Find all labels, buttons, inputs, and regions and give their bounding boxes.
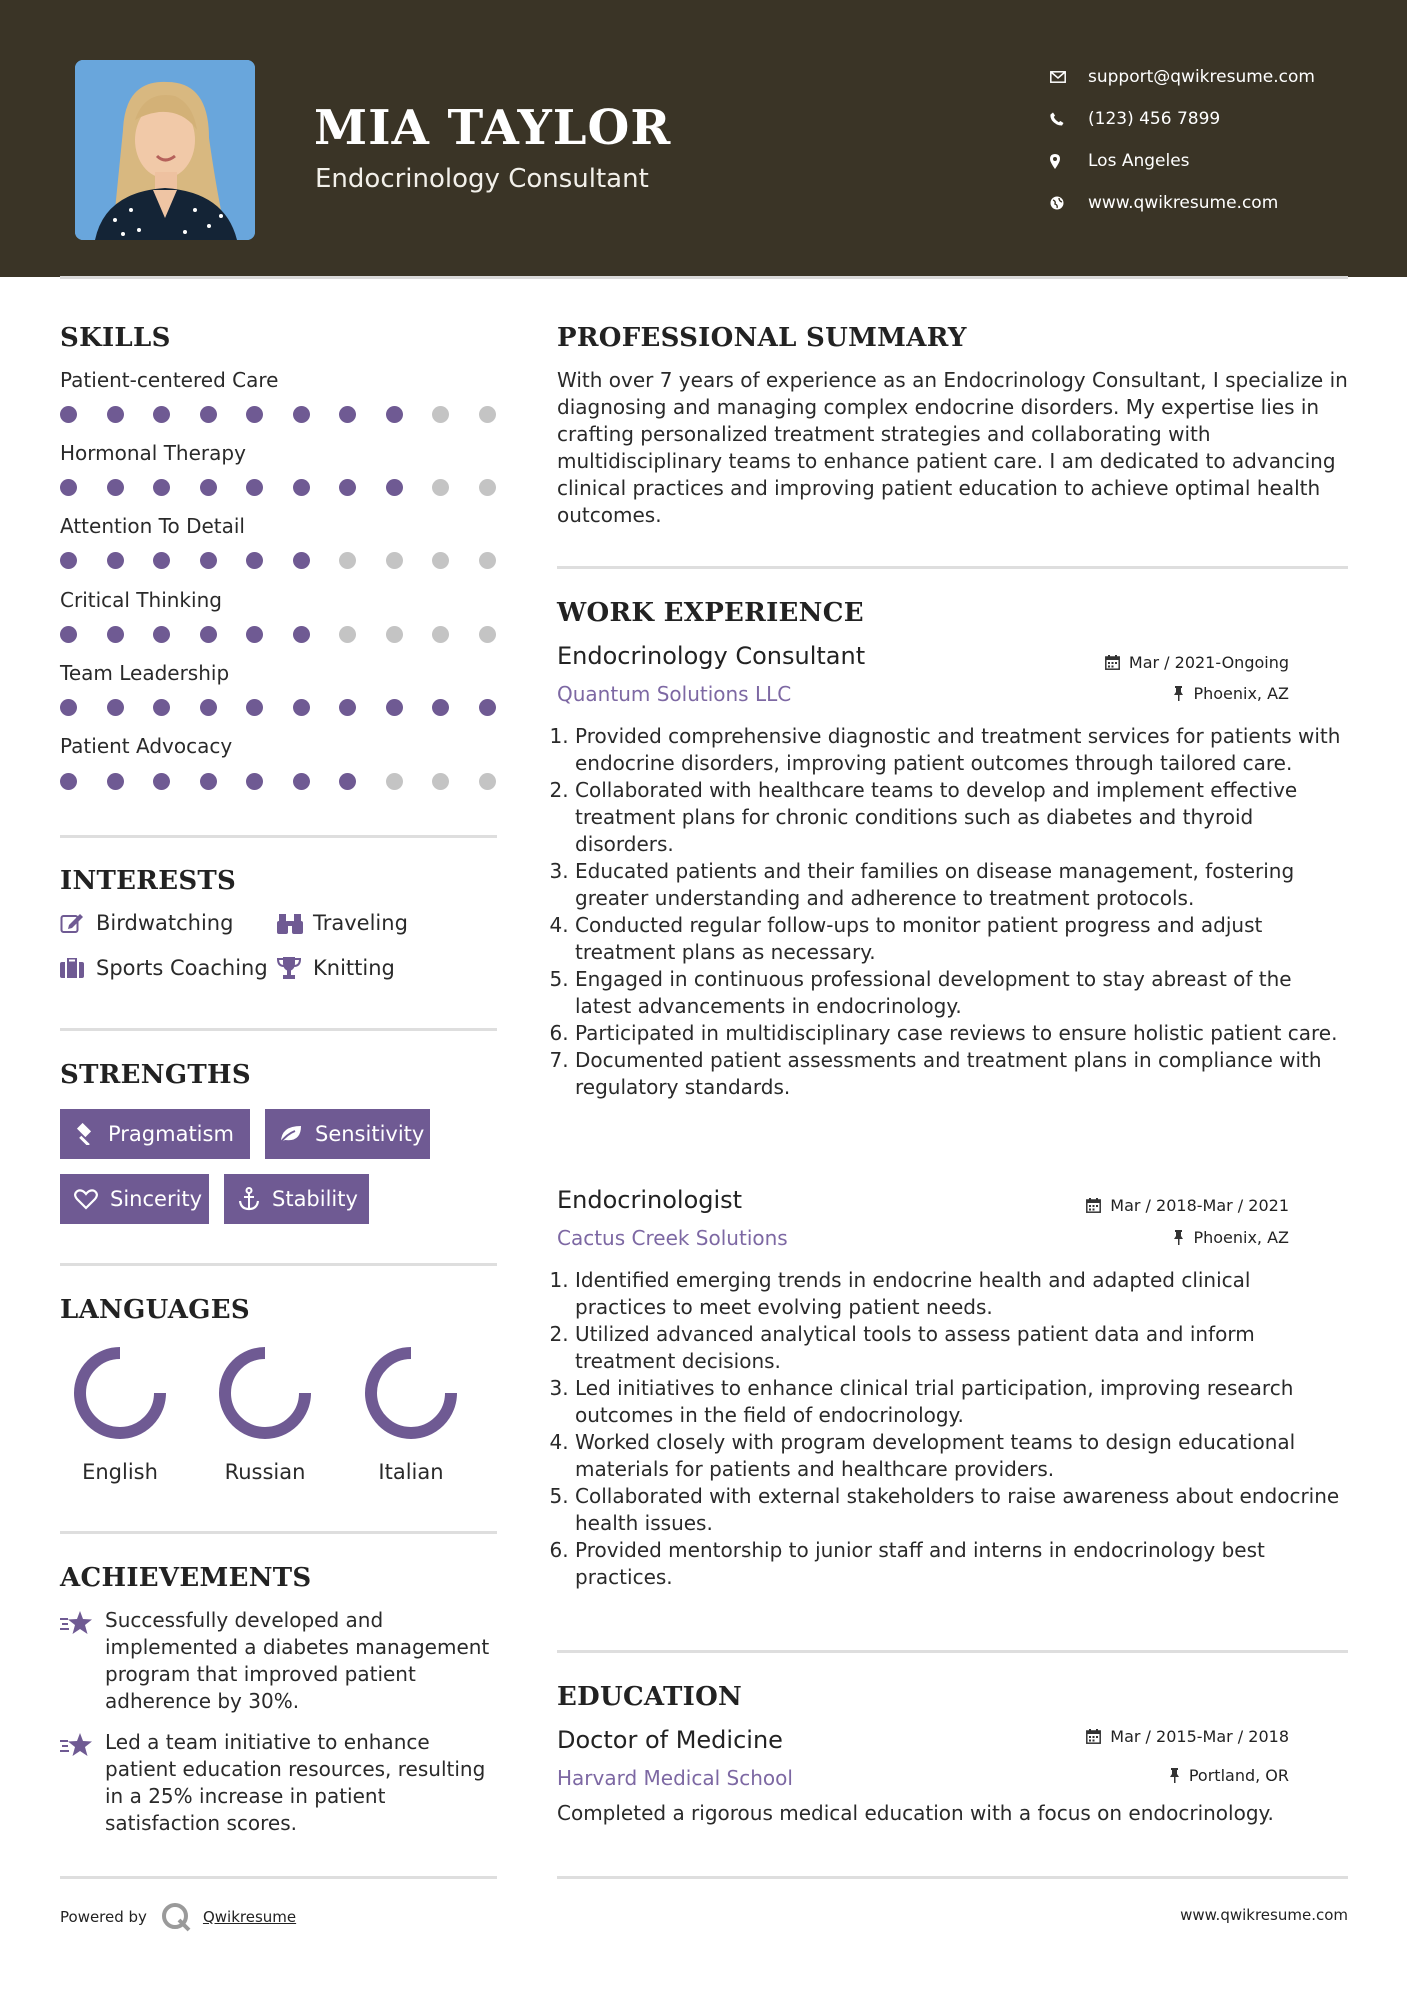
language-gauge [73, 1346, 167, 1440]
interest-label: Birdwatching [96, 911, 234, 935]
section-divider [60, 1028, 497, 1031]
skill-dot-filled [153, 773, 170, 790]
skill-dot-filled [432, 699, 449, 716]
skill-dot-filled [246, 699, 263, 716]
education-dates-text: Mar / 2015-Mar / 2018 [1110, 1727, 1289, 1746]
suitcase-icon [60, 958, 96, 978]
job-location [1173, 684, 1289, 703]
skill-dot-filled [153, 552, 170, 569]
skill-dot-filled [479, 699, 496, 716]
skill-dot-empty [432, 479, 449, 496]
skill-dot-filled [200, 773, 217, 790]
contact-phone[interactable] [1050, 98, 1380, 140]
summary-heading: PROFESSIONAL SUMMARY [557, 323, 967, 353]
job-dates-text: Mar / 2018-Mar / 2021 [1110, 1196, 1289, 1215]
language-gauge [218, 1346, 312, 1440]
pushpin-icon [1173, 686, 1184, 701]
binoculars-icon [277, 912, 313, 934]
contact-website[interactable] [1050, 182, 1380, 224]
contact-email-text: support@qwikresume.com [1088, 67, 1315, 87]
gavel-icon [74, 1123, 96, 1145]
star-badge-icon [60, 1607, 105, 1715]
skill-name: Patient Advocacy [60, 734, 233, 758]
skill-dot-filled [200, 552, 217, 569]
candidate-name: MIA TAYLOR [314, 100, 672, 156]
strength-label: Sensitivity [315, 1122, 425, 1146]
skill-dot-empty [339, 626, 356, 643]
skill-dot-filled [246, 773, 263, 790]
job-duties [557, 1267, 1348, 1591]
strength-label: Pragmatism [108, 1122, 234, 1146]
job-title: Endocrinologist [557, 1186, 743, 1214]
skills-heading: SKILLS [60, 323, 171, 353]
calendar-icon [1086, 1729, 1101, 1744]
interest-item [277, 911, 408, 935]
skill-dot-empty [432, 406, 449, 423]
pushpin-icon [1173, 1230, 1184, 1245]
calendar-icon [1086, 1198, 1101, 1213]
company-name: Quantum Solutions LLC [557, 682, 792, 706]
skill-dot-filled [153, 699, 170, 716]
skill-dot-filled [107, 699, 124, 716]
skill-dot-filled [153, 479, 170, 496]
skill-dot-empty [432, 773, 449, 790]
job-dates-text: Mar / 2021-Ongoing [1128, 653, 1289, 672]
phone-icon [1050, 112, 1088, 126]
duty-item: 4. Worked closely with program development teams to design educational materials for patients and healthcare providers. [575, 1429, 1348, 1483]
profile-photo [75, 60, 255, 240]
resume-header [0, 0, 1407, 277]
interest-item [60, 911, 233, 935]
experience-heading: WORK EXPERIENCE [557, 598, 864, 628]
skill-dot-filled [107, 552, 124, 569]
strength-label: Sincerity [110, 1187, 203, 1211]
company-name: Cactus Creek Solutions [557, 1226, 788, 1250]
interest-label: Sports Coaching [96, 956, 268, 980]
skill-dot-filled [293, 773, 310, 790]
job-dates [1086, 1196, 1289, 1215]
duty-item: 2. Collaborated with healthcare teams to develop and implement effective treatment plans for chronic conditions such as diabetes and thyroid disorders. [575, 777, 1348, 858]
skill-dot-filled [386, 406, 403, 423]
job-location-text: Phoenix, AZ [1193, 1228, 1289, 1247]
skill-dot-filled [107, 406, 124, 423]
skill-name: Attention To Detail [60, 514, 245, 538]
duty-item: 5. Collaborated with external stakeholders to raise awareness about endocrine health issues. [575, 1483, 1348, 1537]
duty-item: 1. Identified emerging trends in endocrine health and adapted clinical practices to meet evolving patient needs. [575, 1267, 1348, 1321]
school-name: Harvard Medical School [557, 1766, 793, 1790]
duty-item: 1. Provided comprehensive diagnostic and treatment services for patients with endocrine disorders, improving patient outcomes through tailored care. [575, 723, 1348, 777]
skill-dot-empty [432, 626, 449, 643]
skill-name: Critical Thinking [60, 588, 222, 612]
language-level-arc [225, 1353, 305, 1433]
section-divider [557, 566, 1348, 569]
trophy-icon [277, 957, 313, 979]
section-divider [557, 1650, 1348, 1653]
achievement-text: Led a team initiative to enhance patient education resources, resulting in a 25% increase in patient satisfaction scores. [105, 1730, 486, 1835]
duty-item: 6. Provided mentorship to junior staff and interns in endocrinology best practices. [575, 1537, 1348, 1591]
language-label: English [82, 1460, 158, 1484]
strength-tag [224, 1174, 369, 1224]
strength-label: Stability [272, 1187, 358, 1211]
duty-item: 6. Participated in multidisciplinary case reviews to ensure holistic patient care. [575, 1020, 1348, 1047]
achievement-item [60, 1607, 497, 1715]
duty-item: 5. Engaged in continuous professional development to stay abreast of the latest advancements in endocrinology. [575, 966, 1348, 1020]
education-dates [1086, 1727, 1289, 1746]
interest-label: Traveling [313, 911, 408, 935]
skill-dot-filled [60, 406, 77, 423]
skill-dot-filled [153, 406, 170, 423]
skill-dot-empty [386, 552, 403, 569]
star-badge-icon [60, 1729, 105, 1837]
skill-dot-empty [479, 552, 496, 569]
contact-phone-text: (123) 456 7899 [1088, 109, 1221, 129]
strength-tag [60, 1174, 209, 1224]
skill-dot-filled [60, 552, 77, 569]
skill-dot-filled [107, 479, 124, 496]
contact-email[interactable] [1050, 56, 1380, 98]
skill-dot-filled [60, 699, 77, 716]
footer-website-link[interactable]: www.qwikresume.com [1180, 1906, 1348, 1924]
job-duties [557, 723, 1348, 1101]
skill-dot-filled [200, 406, 217, 423]
contact-website-text: www.qwikresume.com [1088, 193, 1279, 213]
skill-name: Hormonal Therapy [60, 441, 246, 465]
language-gauge [364, 1346, 458, 1440]
leaf-icon [279, 1124, 303, 1144]
job-title: Endocrinology Consultant [557, 642, 866, 670]
skill-dot-filled [107, 626, 124, 643]
job-dates [1105, 653, 1289, 672]
duty-item: 3. Led initiatives to enhance clinical trial participation, improving research outcomes in the field of endocrinology. [575, 1375, 1348, 1429]
pushpin-icon [1169, 1768, 1180, 1783]
section-divider [60, 1531, 497, 1534]
heart-icon [74, 1189, 98, 1210]
qwikresume-logo-icon [161, 1902, 193, 1932]
duty-item: 3. Educated patients and their families on disease management, fostering greater understanding and adherence to treatment protocols. [575, 858, 1348, 912]
language-item [351, 1346, 471, 1484]
skill-dot-filled [200, 479, 217, 496]
envelope-icon [1050, 71, 1088, 83]
achievements-heading: ACHIEVEMENTS [60, 1563, 312, 1593]
skill-dot-filled [293, 626, 310, 643]
header-divider [60, 276, 1348, 279]
strength-tag [265, 1109, 430, 1159]
contact-location [1050, 140, 1380, 182]
skill-dot-filled [200, 699, 217, 716]
duty-item: 2. Utilized advanced analytical tools to assess patient data and inform treatment decisions. [575, 1321, 1348, 1375]
achievement-item [60, 1729, 497, 1837]
powered-by [60, 1902, 296, 1932]
language-item [60, 1346, 180, 1484]
skill-dot-filled [60, 626, 77, 643]
skill-rating [60, 479, 525, 496]
interest-item [277, 956, 395, 980]
calendar-icon [1105, 655, 1120, 670]
skill-dot-filled [339, 773, 356, 790]
skill-dot-filled [153, 626, 170, 643]
skill-dot-filled [293, 479, 310, 496]
skill-dot-filled [386, 699, 403, 716]
anchor-icon [238, 1187, 260, 1211]
education-description: Completed a rigorous medical education with a focus on endocrinology. [557, 1801, 1274, 1825]
skill-dot-filled [293, 699, 310, 716]
job-location [1173, 1228, 1289, 1247]
skill-dot-empty [386, 626, 403, 643]
skill-dot-filled [339, 699, 356, 716]
language-level-arc [371, 1353, 451, 1433]
job-location-text: Phoenix, AZ [1193, 684, 1289, 703]
skill-name: Patient-centered Care [60, 368, 279, 392]
skill-dot-empty [479, 406, 496, 423]
skill-dot-filled [339, 406, 356, 423]
skill-dot-empty [386, 773, 403, 790]
language-item [205, 1346, 325, 1484]
degree-title: Doctor of Medicine [557, 1726, 783, 1754]
skill-dot-filled [246, 552, 263, 569]
strengths-heading: STRENGTHS [60, 1060, 251, 1090]
section-divider [60, 835, 497, 838]
skill-dot-filled [386, 479, 403, 496]
strength-tag [60, 1109, 250, 1159]
duty-item: 7. Documented patient assessments and treatment plans in compliance with regulatory standards. [575, 1047, 1348, 1101]
languages-heading: LANGUAGES [60, 1295, 250, 1325]
skill-dot-filled [293, 406, 310, 423]
skill-name: Team Leadership [60, 661, 230, 685]
skill-dot-filled [200, 626, 217, 643]
skill-dot-empty [479, 773, 496, 790]
skill-rating [60, 699, 525, 716]
language-label: Russian [224, 1460, 306, 1484]
skill-rating [60, 406, 525, 423]
summary-text: With over 7 years of experience as an Endocrinology Consultant, I specialize in diagnosing and managing complex endocrine disorders. My expertise lies in crafting personalized treatment strategies and collaborating with multidisciplinary teams to enhance patient care. I am dedicated to advancing clinical practices and improving patient education to achieve optimal health outcomes. [557, 368, 1348, 527]
skill-dot-empty [339, 552, 356, 569]
section-divider [557, 1876, 1348, 1879]
section-divider [60, 1876, 497, 1879]
education-location-text: Portland, OR [1188, 1766, 1289, 1785]
interests-heading: INTERESTS [60, 866, 237, 896]
qwikresume-link[interactable]: Qwikresume [202, 1908, 297, 1926]
skill-dot-empty [479, 626, 496, 643]
duty-item: 4. Conducted regular follow-ups to monitor patient progress and adjust treatment plans as necessary. [575, 912, 1348, 966]
education-heading: EDUCATION [557, 1682, 743, 1712]
section-divider [60, 1263, 497, 1266]
skill-dot-filled [246, 626, 263, 643]
interest-item [60, 956, 268, 980]
achievement-text: Successfully developed and implemented a diabetes management program that improved patient adherence by 30%. [105, 1608, 490, 1713]
skill-dot-filled [246, 479, 263, 496]
interest-label: Knitting [313, 956, 395, 980]
edit-icon [60, 912, 96, 934]
candidate-title: Endocrinology Consultant [315, 164, 649, 194]
skill-dot-empty [479, 479, 496, 496]
globe-icon [1050, 196, 1088, 210]
skill-dot-empty [432, 552, 449, 569]
skill-dot-filled [107, 773, 124, 790]
skill-dot-filled [60, 479, 77, 496]
language-level-arc [80, 1353, 160, 1433]
contact-location-text: Los Angeles [1088, 151, 1190, 171]
skill-rating [60, 626, 525, 643]
education-location [1169, 1766, 1289, 1785]
skill-rating [60, 773, 525, 790]
skill-dot-filled [339, 479, 356, 496]
contact-list [1050, 56, 1380, 224]
skill-dot-filled [293, 552, 310, 569]
skill-dot-filled [60, 773, 77, 790]
map-pin-icon [1050, 154, 1088, 169]
language-label: Italian [378, 1460, 444, 1484]
powered-by-label: Powered by [60, 1908, 147, 1926]
skill-dot-filled [246, 406, 263, 423]
skill-rating [60, 552, 525, 569]
